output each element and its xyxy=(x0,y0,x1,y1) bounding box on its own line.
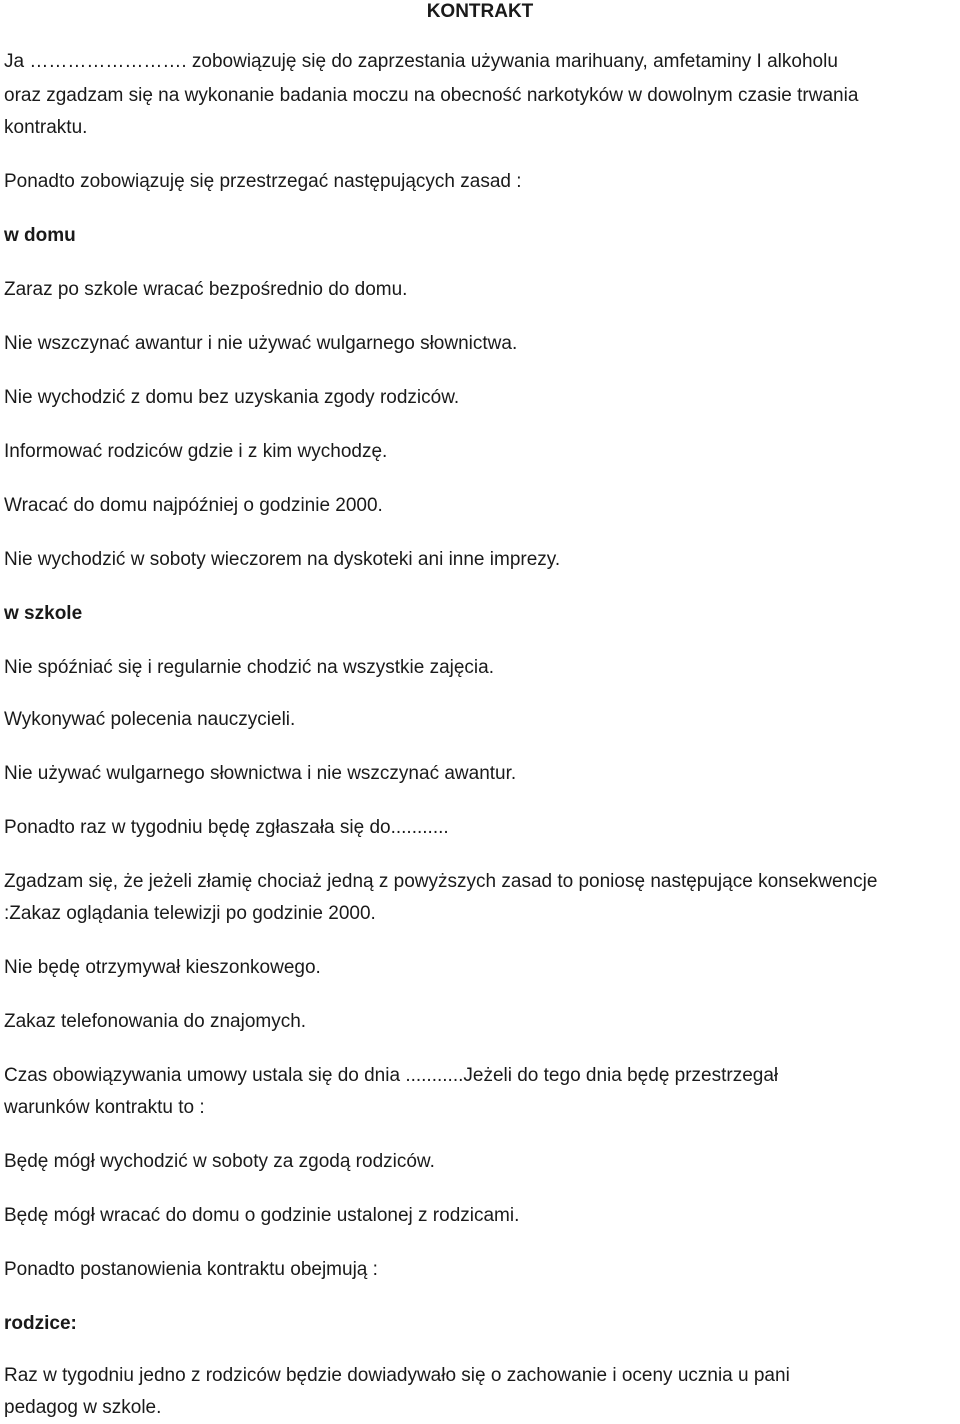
intro-line-1: Ja ……………………. zobowiązuję się do zaprzestania używania marihuany, amfetaminy I alkoholu xyxy=(4,51,838,72)
school-rule-1: Nie spóźniać się i regularnie chodzić na wszystkie zajęcia. xyxy=(4,657,495,678)
home-rule-6: Nie wychodzić w soboty wieczorem na dyskoteki ani inne imprezy. xyxy=(4,549,561,570)
home-rule-4: Informować rodziców gdzie i z kim wychodzę. xyxy=(4,441,388,462)
home-rule-5: Wracać do domu najpóźniej o godzinie 2000. xyxy=(4,495,383,516)
duration-line-1: Czas obowiązywania umowy ustala się do dnia ...........Jeżeli do tego dnia będę przestrzegał xyxy=(4,1065,779,1086)
consequence-phone: Zakaz telefonowania do znajomych. xyxy=(4,1011,307,1032)
duration-line-2: warunków kontraktu to : xyxy=(4,1097,205,1118)
reward-2: Będę mógł wracać do domu o godzinie ustalonej z rodzicami. xyxy=(4,1205,520,1226)
rules-intro: Ponadto zobowiązuję się przestrzegać następujących zasad : xyxy=(4,171,522,192)
reward-1: Będę mógł wychodzić w soboty za zgodą rodziców. xyxy=(4,1151,435,1172)
parents-line-1: Raz w tygodniu jedno z rodziców będzie dowiadywało się o zachowanie i oceny ucznia u pani xyxy=(4,1365,790,1386)
parents-line-2: pedagog w szkole. xyxy=(4,1397,162,1418)
section-heading-home: w domu xyxy=(4,225,76,246)
section-heading-school: w szkole xyxy=(4,603,83,624)
school-rule-3: Nie używać wulgarnego słownictwa i nie wszczynać awantur. xyxy=(4,763,517,784)
home-rule-2: Nie wszczynać awantur i nie używać wulgarnego słownictwa. xyxy=(4,333,518,354)
school-rule-4: Ponadto raz w tygodniu będę zgłaszała się do........... xyxy=(4,817,449,838)
home-rule-3: Nie wychodzić z domu bez uzyskania zgody rodziców. xyxy=(4,387,460,408)
intro-line-3: kontraktu. xyxy=(4,117,88,138)
consequences-line-2: :Zakaz oglądania telewizji po godzinie 2000. xyxy=(4,903,376,924)
school-rule-2: Wykonywać polecenia nauczycieli. xyxy=(4,709,296,730)
section-heading-parents: rodzice: xyxy=(4,1313,77,1334)
document-title: KONTRAKT xyxy=(426,1,534,22)
consequence-pocket-money: Nie będę otrzymywał kieszonkowego. xyxy=(4,957,321,978)
intro-line-2: oraz zgadzam się na wykonanie badania moczu na obecność narkotyków w dowolnym czasie trwania xyxy=(4,85,859,106)
provisions-intro: Ponadto postanowienia kontraktu obejmują : xyxy=(4,1259,378,1280)
consequences-line-1: Zgadzam się, że jeżeli złamię chociaż jedną z powyższych zasad to poniosę następujące konsekwencje xyxy=(4,871,878,892)
home-rule-1: Zaraz po szkole wracać bezpośrednio do domu. xyxy=(4,279,408,300)
